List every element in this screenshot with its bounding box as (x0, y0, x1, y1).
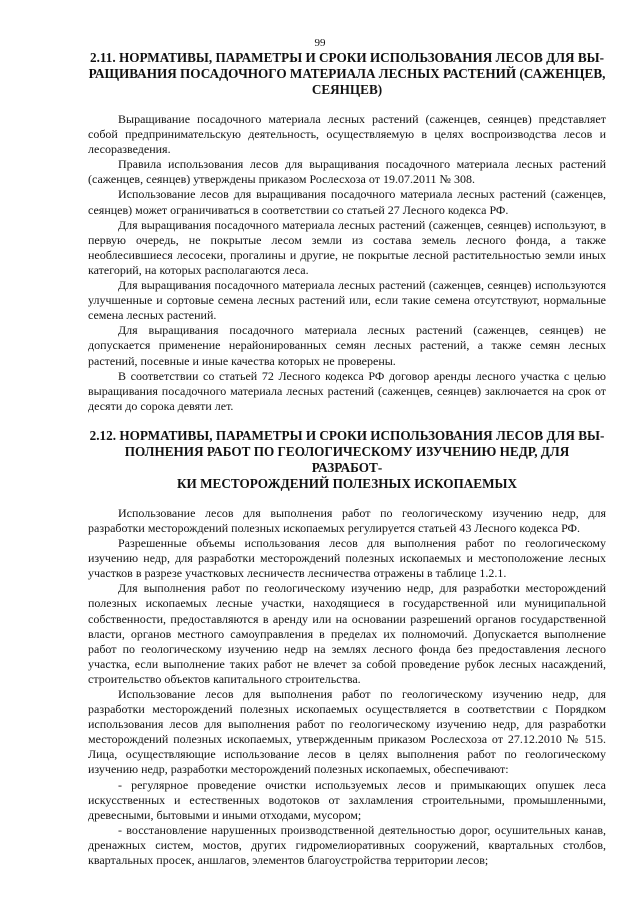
paragraph: Использование лесов для выполнения работ по геологическому изучению недр, для разработки месторождений полезных ископаемых осуществляется в соответствии с Порядком использования лесов для выполнения работ по геологическому изучению недр, для разработки месторождений полезных ископаемых, утвержденным приказом Рослесхоза от 27.12.2010 № 515. Лица, осуществляющие использование лесов в целях выполнения работ по геологическому изучению недр, разработки месторождений полезных ископаемых, обеспечивают: (88, 687, 606, 777)
heading-line: ПОЛНЕНИЯ РАБОТ ПО ГЕОЛОГИЧЕСКОМУ ИЗУЧЕНИЮ НЕДР, ДЛЯ РАЗРАБОТ- (124, 443, 570, 475)
page-content (88, 50, 606, 868)
heading-line: 2.12. НОРМАТИВЫ, ПАРАМЕТРЫ И СРОКИ ИСПОЛЬЗОВАНИЯ ЛЕСОВ ДЛЯ ВЫ- (89, 427, 605, 443)
section-2-12 (88, 428, 606, 868)
paragraph: Для выращивания посадочного материала лесных растений (саженцев, сеянцев) используют, в первую очередь, не покрытые лесом земли из состава земель лесного фонда, а также необлесившиеся лесосеки, прогалины и другие, не покрытые лесной растительностью земли иных категорий, на которых располагаются леса. (88, 217, 606, 277)
heading-line: РАЩИВАНИЯ ПОСАДОЧНОГО МАТЕРИАЛА ЛЕСНЫХ РАСТЕНИЙ (САЖЕНЦЕВ, (88, 66, 606, 81)
paragraph: Для выращивания посадочного материала лесных растений (саженцев, сеянцев) не допускается применение нерайонированных семян лесных растений, а также семян лесных растений, посевные и иные качества которых не проверены. (88, 323, 606, 368)
section-2-11 (88, 50, 606, 414)
paragraph: Разрешенные объемы использования лесов для выполнения работ по геологическому изучению недр, для разработки месторождений полезных ископаемых и местоположение лесных участков в разрезе участковых лесничеств лесничества отражены в таблице 1.2.1. (88, 536, 606, 581)
paragraph: Для выращивания посадочного материала лесных растений (саженцев, сеянцев) используются улучшенные и сортовые семена лесных растений или, если такие семена отсутствуют, нормальные семена лесных растений. (88, 278, 606, 323)
list-item: - восстановление нарушенных производственной деятельностью дорог, осушительных канав, дренажных систем, мостов, других гидромелиоративных сооружений, квартальных столбов, квартальных просек, аншлагов, элементов благоустройства территории лесов; (88, 822, 606, 868)
paragraph: Выращивание посадочного материала лесных растений (саженцев, сеянцев) представляет собой предпринимательскую деятельность, осуществляемую в целях воспроизводства лесов и лесоразведения. (88, 112, 606, 157)
paragraph: В соответствии со статьей 72 Лесного кодекса РФ договор аренды лесного участка с целью выращивания посадочного материала лесных растений (саженцев, сеянцев) заключается на срок от десяти до сорока девяти лет. (88, 368, 606, 413)
paragraph: Для выполнения работ по геологическому изучению недр, для разработки месторождений полезных ископаемых лесные участки, находящиеся в государственной или муниципальной собственности, предоставляются в аренду или на основании разрешений органов государственной власти, органов местного самоуправления в пределах их полномочий. Допускается выполнение работ по геологическому изучению недр на землях лесного фонда без предоставления лесного участка, если выполнение таких работ не влечет за собой проведение рубок лесных насаждений, строительство объектов капитального строительства. (88, 581, 606, 686)
page-number: 99 (314, 37, 326, 49)
list-item: - регулярное проведение очистки используемых лесов и примыкающих опушек леса искусственных и естественных водотоков от захламления строительными, промышленными, древесными, бытовыми и иными отходами, мусором; (88, 777, 606, 822)
section-heading (88, 50, 606, 98)
section-heading (88, 428, 606, 492)
heading-line: КИ МЕСТОРОЖДЕНИЙ ПОЛЕЗНЫХ ИСКОПАЕМЫХ (176, 475, 518, 491)
heading-line: 2.11. НОРМАТИВЫ, ПАРАМЕТРЫ И СРОКИ ИСПОЛЬЗОВАНИЯ ЛЕСОВ ДЛЯ ВЫ- (90, 50, 604, 65)
paragraph: Использование лесов для выполнения работ по геологическому изучению недр, для разработки месторождений полезных ископаемых регулируется статьей 43 Лесного кодекса РФ. (88, 505, 606, 535)
paragraph: Правила использования лесов для выращивания посадочного материала лесных растений (саженцев, сеянцев) утверждены приказом Рослесхоза от 19.07.2011 № 308. (88, 157, 606, 187)
paragraph: Использование лесов для выращивания посадочного материала лесных растений (саженцев, сеянцев) может ограничиваться в соответствии со статьей 27 Лесного кодекса РФ. (88, 187, 606, 217)
heading-line: СЕЯНЦЕВ) (311, 82, 383, 97)
